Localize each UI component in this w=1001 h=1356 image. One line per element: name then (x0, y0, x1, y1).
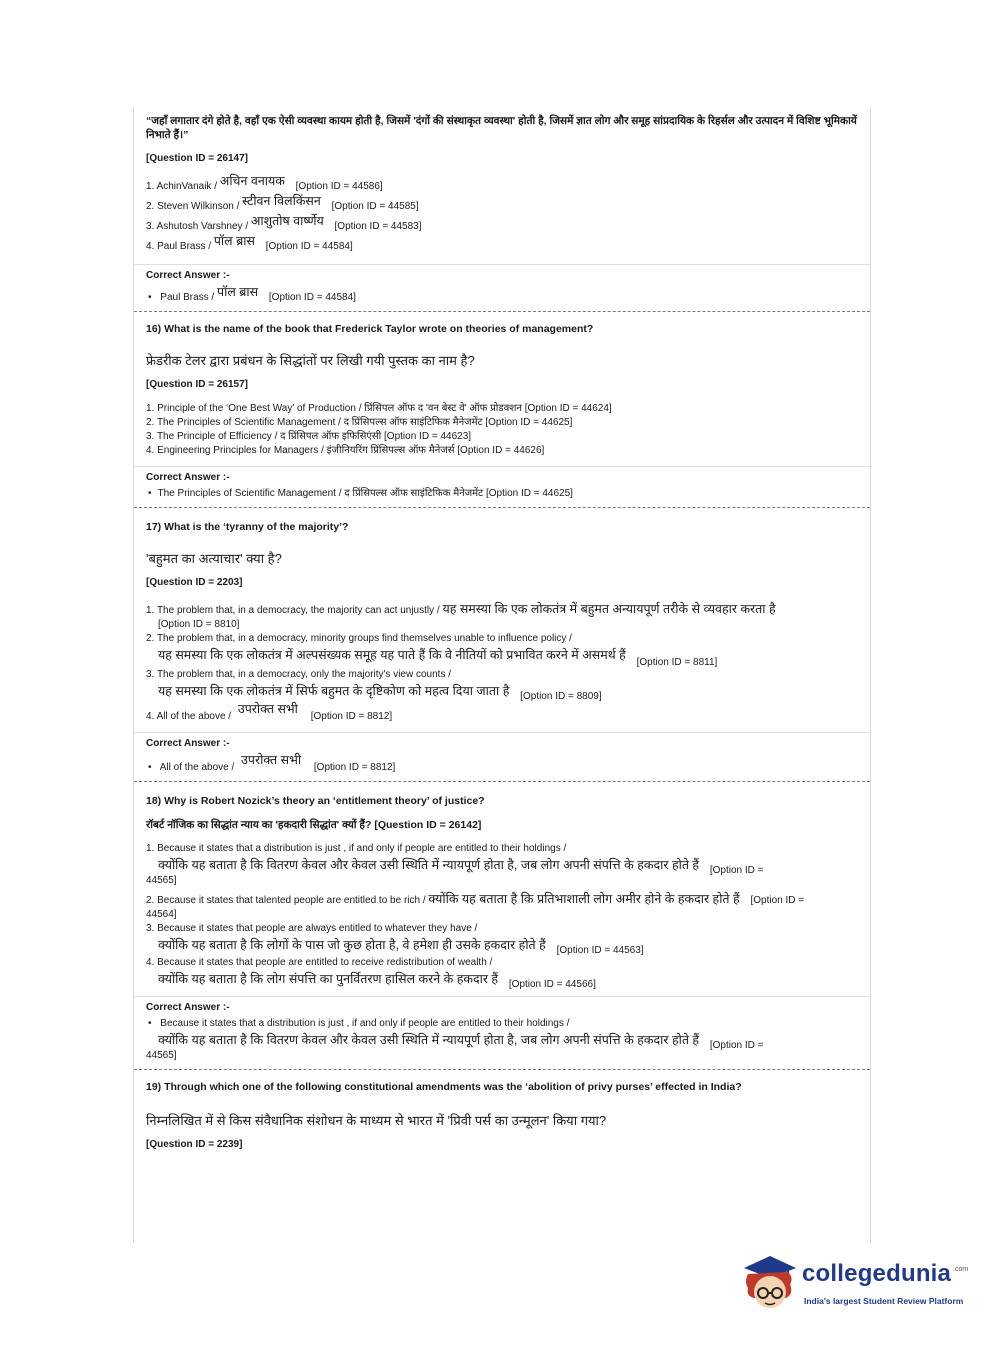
option-item: 1. Because it states that a distribution is just , if and only if people are entitled to their holdings / क्योंकि यह बताता है कि वितरण केवल और केवल उसी स्थिति में न्यायपूर्ण होता है, जब लोग अपनी संपत्ति के हकदार होते हैं [Option ID = 44565] (146, 843, 764, 886)
question-19-id: [Question ID = 2239] (146, 1139, 243, 1150)
question-16-options (146, 402, 858, 458)
correct-answer-hindi: क्योंकि यह बताता है कि वितरण केवल और केवल उसी स्थिति में न्यायपूर्ण होता है, जब लोग अपनी संपत्ति के हकदार होते हैं [Option ID = (158, 1033, 764, 1051)
option-item: 1. The problem that, in a democracy, the majority can act unjustly / यह समस्या कि एक लोकतंत्र में बहुमत अन्यायपूर्ण तरीके से व्यवहार करता है [Option ID = 8810] (146, 602, 776, 630)
option-item: 2. Because it states that talented people are entitled to be rich / क्योंकि यह बताता है कि प्रतिभाशाली लोग अमीर होने के हकदार होते हैं [Option ID = 44564] (146, 892, 805, 920)
logo-name: collegedunia (802, 1260, 952, 1287)
option-item: 2. The problem that, in a democracy, minority groups find themselves unable to influence policy / यह समस्या कि एक लोकतंत्र में अल्पसंख्यक समूह यह पाते हैं कि वे नीतियों को प्रभावित करने में असमर्थ हैं [Option ID = 8811] (146, 633, 718, 668)
question-17-text: 17) What is the ‘tyranny of the majority’? (146, 521, 349, 533)
question-16-hindi: फ्रेडरीक टेलर द्वारा प्रबंधन के सिद्धांतों पर लिखी गयी पुस्तक का नाम है? (146, 353, 475, 368)
option-item: 2. The Principles of Scientific Management / द प्रिंसिपल्स ऑफ साइंटिफिक मैनेजमेंट [Option ID = 44625] (146, 417, 573, 428)
question-16-answer (134, 467, 870, 505)
correct-answer: • Because it states that a distribution is just , if and only if people are entitled to their holdings / (146, 1017, 858, 1031)
correct-answer-label: Correct Answer :- (146, 1002, 230, 1013)
question-18-answer: Correct Answer :- • Because it states that a distribution is just , if and only if people are entitled to their holdings / क्योंकि यह बताता है कि वितरण केवल और केवल उसी स्थिति में न्यायपूर्ण होता है, जब लोग अपनी संपत्ति के हकदार होते हैं [Option ID = 44565] (134, 997, 870, 1067)
question-15-id: [Question ID = 26147] (146, 153, 248, 164)
correct-answer: • The Principles of Scientific Management / द प्रिंसिपल्स ऑफ साइंटिफिक मैनेजमेंट [Option ID = 44625] (146, 487, 858, 501)
option-item: 3. The Principle of Efficiency / द प्रिंसिपल ऑफ इफिसिएंसी [Option ID = 44623] (146, 431, 472, 442)
question-18-text: 18) Why is Robert Nozick’s theory an ‘entitlement theory’ of justice? (146, 795, 485, 807)
question-17-block (134, 508, 870, 724)
question-16-id: [Question ID = 26157] (146, 379, 248, 390)
question-16-block (134, 312, 870, 458)
option-item: 4. Engineering Principles for Managers / इंजीनियरिंग प्रिंसिपल्स ऑफ मैनेजर्स [Option ID = 44626] (146, 445, 545, 456)
question-17-id: [Question ID = 2203] (146, 577, 243, 588)
question-19-block (134, 1070, 870, 1152)
option-item: 4. Because it states that people are entitled to receive redistribution of wealth / क्योंकि यह बताता है कि लोग संपत्ति का पुनर्वितरण हासिल करने के हकदार हैं [Option ID = 44566] (146, 957, 596, 990)
correct-answer: • All of the above / उपरोक्त सभी [Option ID = 8812] (146, 757, 858, 775)
mascot-icon (740, 1252, 800, 1314)
question-19-text: 19) Through which one of the following constitutional amendments was the ‘abolition of privy purses’ effected in India? (146, 1081, 742, 1093)
option-item: 4. Paul Brass / पॉल ब्रास [Option ID = 44584] (146, 234, 353, 252)
option-item: 3. The problem that, in a democracy, only the majority's view counts / यह समस्या कि एक लोकतंत्र में सिर्फ बहुमत के दृष्टिकोण को महत्व दिया जाता है [Option ID = 8809] (146, 669, 602, 702)
option-item: 3. Ashutosh Varshney / आशुतोष वार्ष्णेय [Option ID = 44583] (146, 214, 422, 232)
option-item: 3. Because it states that people are always entitled to whatever they have / क्योंकि यह बताता है कि लोगों के पास जो कुछ होता है, वे हमेशा ही उसके हकदार होते हैं [Option ID = 44563] (146, 923, 644, 956)
question-18-block (134, 782, 870, 988)
question-paper-page (133, 108, 871, 1243)
question-15-block (134, 108, 870, 256)
collegedunia-logo[interactable] (740, 1248, 970, 1318)
question-15-quote: “जहाँ लगातार दंगे होते है, वहाँ एक ऐसी व्यवस्था कायम होती है, जिसमें 'दंगों की संस्थाकृत व्यवस्था' होती है, जिसमें ज्ञात लोग और समूह सांप्रदायिक के रिहर्सल और उत्पादन में विशिष्ट भूमिकायें निभाते हैं।” (146, 115, 857, 141)
question-16-text: 16) What is the name of the book that Frederick Taylor wrote on theories of management? (146, 323, 594, 335)
question-19-hindi: निम्नलिखित में से किस संवैधानिक संशोधन के माध्यम से भारत में 'प्रिवी पर्स का उन्मूलन' किया गया? (146, 1113, 607, 1128)
question-18-hindi: रॉबर्ट नॉजिक का सिद्धांत न्याय का 'हकदारी सिद्धांत' क्यों हैं? [Question ID = 26142] (146, 819, 482, 831)
option-item: 1. Principle of the ‘One Best Way’ of Production / प्रिंसिपल ऑफ द 'वन बेस्ट वे' ऑफ प्रोडक्शन [Option ID = 44624] (146, 403, 612, 414)
correct-answer-label: Correct Answer :- (146, 270, 230, 281)
option-item: 4. All of the above / उपरोक्त सभी [Option ID = 8812] (146, 702, 393, 722)
question-18-options (146, 842, 858, 988)
question-15-options (146, 176, 858, 256)
option-item: 2. Steven Wilkinson / स्टीवन विलकिंसन [Option ID = 44585] (146, 194, 419, 212)
question-17-options (146, 600, 858, 724)
question-15-answer (134, 265, 870, 309)
correct-answer-label: Correct Answer :- (146, 738, 230, 749)
correct-answer-label: Correct Answer :- (146, 472, 230, 483)
correct-answer: • Paul Brass / पॉल ब्रास [Option ID = 44584] (146, 287, 858, 305)
question-17-hindi: 'बहुमत का अत्याचार' क्या है? (146, 551, 282, 566)
option-item: 1. AchinVanaik / अचिन वनायक [Option ID = 44586] (146, 174, 383, 192)
question-17-answer (134, 733, 870, 779)
logo-suffix: .com (953, 1266, 969, 1273)
logo-tagline: India's largest Student Review Platform (804, 1296, 964, 1306)
